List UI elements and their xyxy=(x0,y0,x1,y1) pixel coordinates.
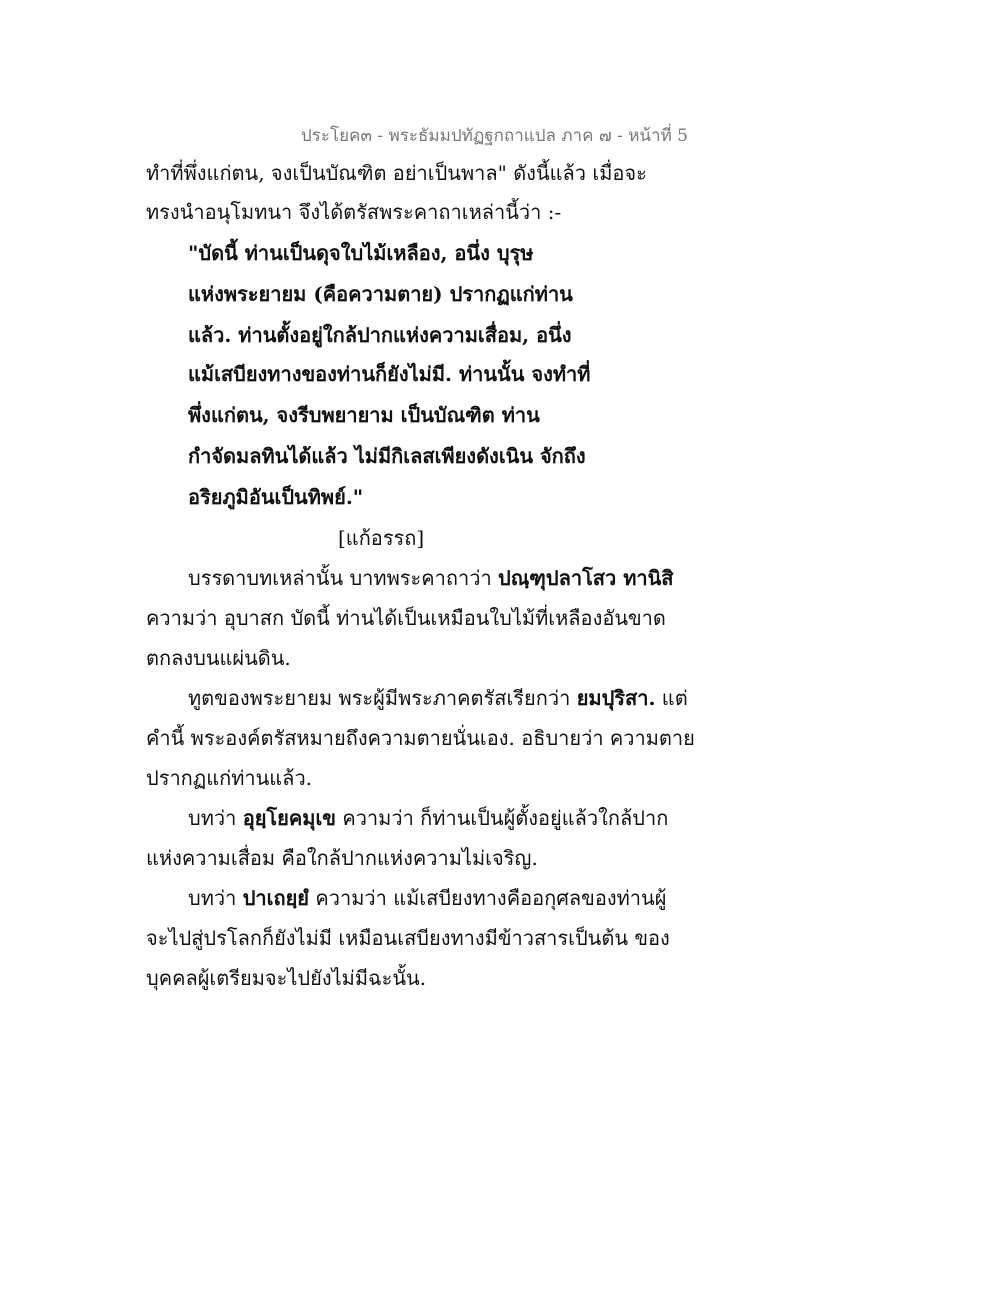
paragraph-line: บทว่า อุยฺโยคมุเข ความว่า ก็ท่านเป็นผู้ตั้งอยู่แล้วใกล้ปาก xyxy=(188,806,669,830)
paragraph-line: ปรากฏแก่ท่านแล้ว. xyxy=(146,766,313,790)
intro-line: ทำที่พึ่งแก่ตน, จงเป็นบัณฑิต อย่าเป็นพาล" ดังนี้แล้ว เมื่อจะ xyxy=(146,161,647,185)
verse-line: แม้เสบียงทางของท่านก็ยังไม่มี. ท่านนั้น จงทำที่ xyxy=(188,362,591,386)
verse-line: "บัดนี้ ท่านเป็นดุจใบไม้เหลือง, อนึ่ง บุรุษ xyxy=(188,241,534,265)
verse-line: แล้ว. ท่านตั้งอยู่ใกล้ปากแห่งความเสื่อม, อนึ่ง xyxy=(188,323,572,347)
pali-term: ปาเถยฺยํ xyxy=(242,886,310,910)
paragraph-line: ตกลงบนแผ่นดิน. xyxy=(146,646,291,670)
paragraph-line: บรรดาบทเหล่านั้น บาทพระคาถาว่า ปณฺฑุปลาโสว ทานิสิ xyxy=(188,566,674,590)
verse-line: อริยภูมิอันเป็นทิพย์." xyxy=(188,485,364,509)
intro-line: ทรงนำอนุโมทนา จึงได้ตรัสพระคาถาเหล่านี้ว่า :- xyxy=(146,200,562,224)
paragraph-line: ทูตของพระยายม พระผู้มีพระภาคตรัสเรียกว่า ยมปุริสา. แต่ xyxy=(188,686,688,710)
verse-line: พึ่งแก่ตน, จงรีบพยายาม เป็นบัณฑิต ท่าน xyxy=(188,403,540,427)
paragraph-line: บุคคลผู้เตรียมจะไปยังไม่มีฉะนั้น. xyxy=(146,966,427,990)
paragraph-line: แห่งความเสื่อม คือใกล้ปากแห่งความไม่เจริญ. xyxy=(146,846,538,870)
paragraph-line: ความว่า อุบาสก บัดนี้ ท่านได้เป็นเหมือนใบไม้ที่เหลืองอันขาด xyxy=(146,606,666,630)
paragraph-line: จะไปสู่ปรโลกก็ยังไม่มี เหมือนเสบียงทางมีข้าวสารเป็นต้น ของ xyxy=(146,926,670,950)
verse-line: แห่งพระยายม (คือความตาย) ปรากฏแก่ท่าน xyxy=(188,282,573,306)
paragraph-line: บทว่า ปาเถยฺยํ ความว่า แม้เสบียงทางคืออกุศลของท่านผู้ xyxy=(188,886,667,910)
verse-line: กำจัดมลทินได้แล้ว ไม่มีกิเลสเพียงดังเนิน จักถึง xyxy=(188,444,586,468)
paragraph-line: คำนี้ พระองค์ตรัสหมายถึงความตายนั่นเอง. อธิบายว่า ความตาย xyxy=(146,726,695,750)
pali-term: ปณฺฑุปลาโสว ทานิสิ xyxy=(498,566,674,590)
section-marker: [แก้อรรถ] xyxy=(338,526,425,550)
pali-term: ยมปุริสา. xyxy=(576,686,656,710)
pali-term: อุยฺโยคมุเข xyxy=(242,806,336,830)
page-header: ประโยค๓ - พระธัมมปทัฏฐกถาแปล ภาค ๗ - หน้าที่ 5 xyxy=(300,126,688,146)
